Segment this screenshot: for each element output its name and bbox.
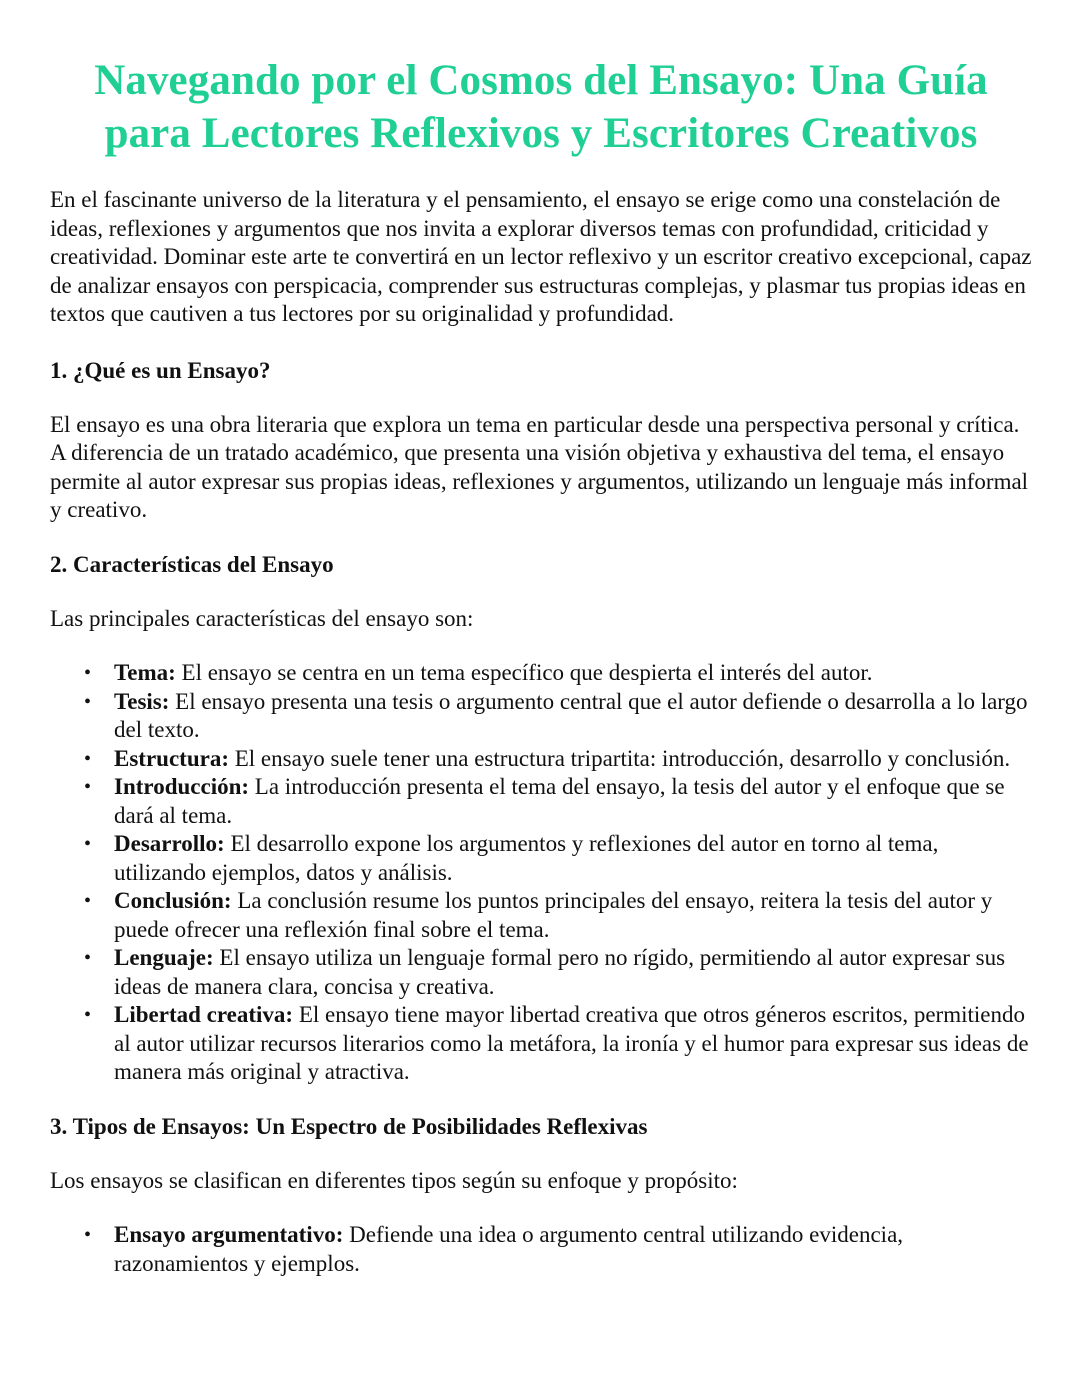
bullet-icon: • bbox=[84, 747, 92, 770]
section-heading-caracteristicas: 2. Características del Ensayo bbox=[50, 551, 334, 577]
list-item bbox=[84, 688, 1032, 745]
list-item-term: Tema: bbox=[114, 660, 176, 685]
list-item-term: Tesis: bbox=[114, 688, 170, 714]
list-item bbox=[84, 887, 1032, 944]
list-item-text: Defiende una idea o argumento central utilizando evidencia, razonamientos y ejemplos. bbox=[114, 1222, 904, 1276]
list-item-text: El ensayo tiene mayor libertad creativa que otros géneros escritos, permitiendo al autor utilizar recursos literarios como la metáfora, la ironía y el humor para expresar sus ideas de manera más original y atractiva. bbox=[114, 1002, 1029, 1084]
list-item-text: La introducción presenta el tema del ensayo, la tesis del autor y el enfoque que se dará al tema. bbox=[114, 774, 1005, 828]
list-item-term: Introducción: bbox=[114, 774, 250, 799]
list-item bbox=[84, 830, 1032, 887]
bullet-icon: • bbox=[84, 1004, 92, 1026]
characteristics-list bbox=[50, 659, 1032, 1087]
section-paragraph-que-es: El ensayo es una obra literaria que explora un tema en particular desde una perspectiva personal y crítica. A diferencia de un tratado académico, que presenta una visión objetiva y exhaustiva del tema, el ensayo permite al autor expresar sus propias ideas, reflexiones y argumentos, utilizando un lenguaje más informal y creativo. bbox=[50, 411, 1029, 522]
list-item-term: Conclusión: bbox=[114, 888, 232, 913]
list-item-term: Lenguaje: bbox=[114, 945, 214, 970]
list-item-term: Estructura: bbox=[114, 745, 229, 771]
list-item bbox=[84, 1221, 1032, 1278]
bullet-icon: • bbox=[84, 833, 92, 855]
list-item-text: El desarrollo expone los argumentos y reflexiones del autor en torno al tema, utilizando ejemplos, datos y análisis. bbox=[114, 831, 939, 885]
list-item-term: Ensayo argumentativo: bbox=[114, 1222, 344, 1247]
list-item-text: El ensayo se centra en un tema específico que despierta el interés del autor. bbox=[175, 660, 873, 685]
list-item-text: El ensayo presenta una tesis o argumento central que el autor defiende o desarrolla a lo largo del texto. bbox=[114, 688, 1028, 742]
list-item-term: Libertad creativa: bbox=[114, 1002, 294, 1027]
list-item bbox=[84, 773, 1032, 830]
list-item-text: La conclusión resume los puntos principales del ensayo, reitera la tesis del autor y puede ofrecer una reflexión final sobre el tema. bbox=[114, 888, 993, 942]
list-item bbox=[84, 745, 1032, 774]
list-item bbox=[84, 1001, 1032, 1087]
types-lead: Los ensayos se clasifican en diferentes tipos según su enfoque y propósito: bbox=[50, 1167, 738, 1193]
list-item bbox=[84, 659, 1032, 688]
list-item-text: El ensayo suele tener una estructura tripartita: introducción, desarrollo y conclusión. bbox=[228, 745, 1011, 771]
intro-paragraph: En el fascinante universo de la literatura y el pensamiento, el ensayo se erige como una constelación de ideas, reflexiones y argumentos que nos invita a explorar diversos temas con profundidad, criticidad y creatividad. Dominar este arte te convertirá en un lector reflexivo y un escritor creativo excepcional, capaz de analizar ensayos con perspicacia, comprender sus estructuras complejas, y plasmar tus propias ideas en textos que cautiven a tus lectores por su originalidad y profundidad. bbox=[50, 187, 1032, 326]
bullet-icon: • bbox=[84, 690, 92, 713]
document-title: Navegando por el Cosmos del Ensayo: Una Guía para Lectores Reflexivos y Escritores Creativos bbox=[94, 57, 988, 157]
bullet-icon: • bbox=[84, 890, 92, 912]
bullet-icon: • bbox=[84, 947, 92, 969]
bullet-icon: • bbox=[84, 776, 92, 798]
section-heading-tipos: 3. Tipos de Ensayos: Un Espectro de Posibilidades Reflexivas bbox=[50, 1113, 648, 1139]
list-item-term: Desarrollo: bbox=[114, 831, 225, 856]
list-item-text: El ensayo utiliza un lenguaje formal pero no rígido, permitiendo al autor expresar sus ideas de manera clara, concisa y creativa. bbox=[114, 945, 1006, 999]
list-item bbox=[84, 944, 1032, 1001]
bullet-icon: • bbox=[84, 1224, 92, 1246]
section-heading-que-es: 1. ¿Qué es un Ensayo? bbox=[50, 357, 271, 383]
characteristics-lead: Las principales características del ensayo son: bbox=[50, 605, 474, 631]
bullet-icon: • bbox=[84, 662, 92, 684]
types-list bbox=[50, 1221, 1032, 1278]
